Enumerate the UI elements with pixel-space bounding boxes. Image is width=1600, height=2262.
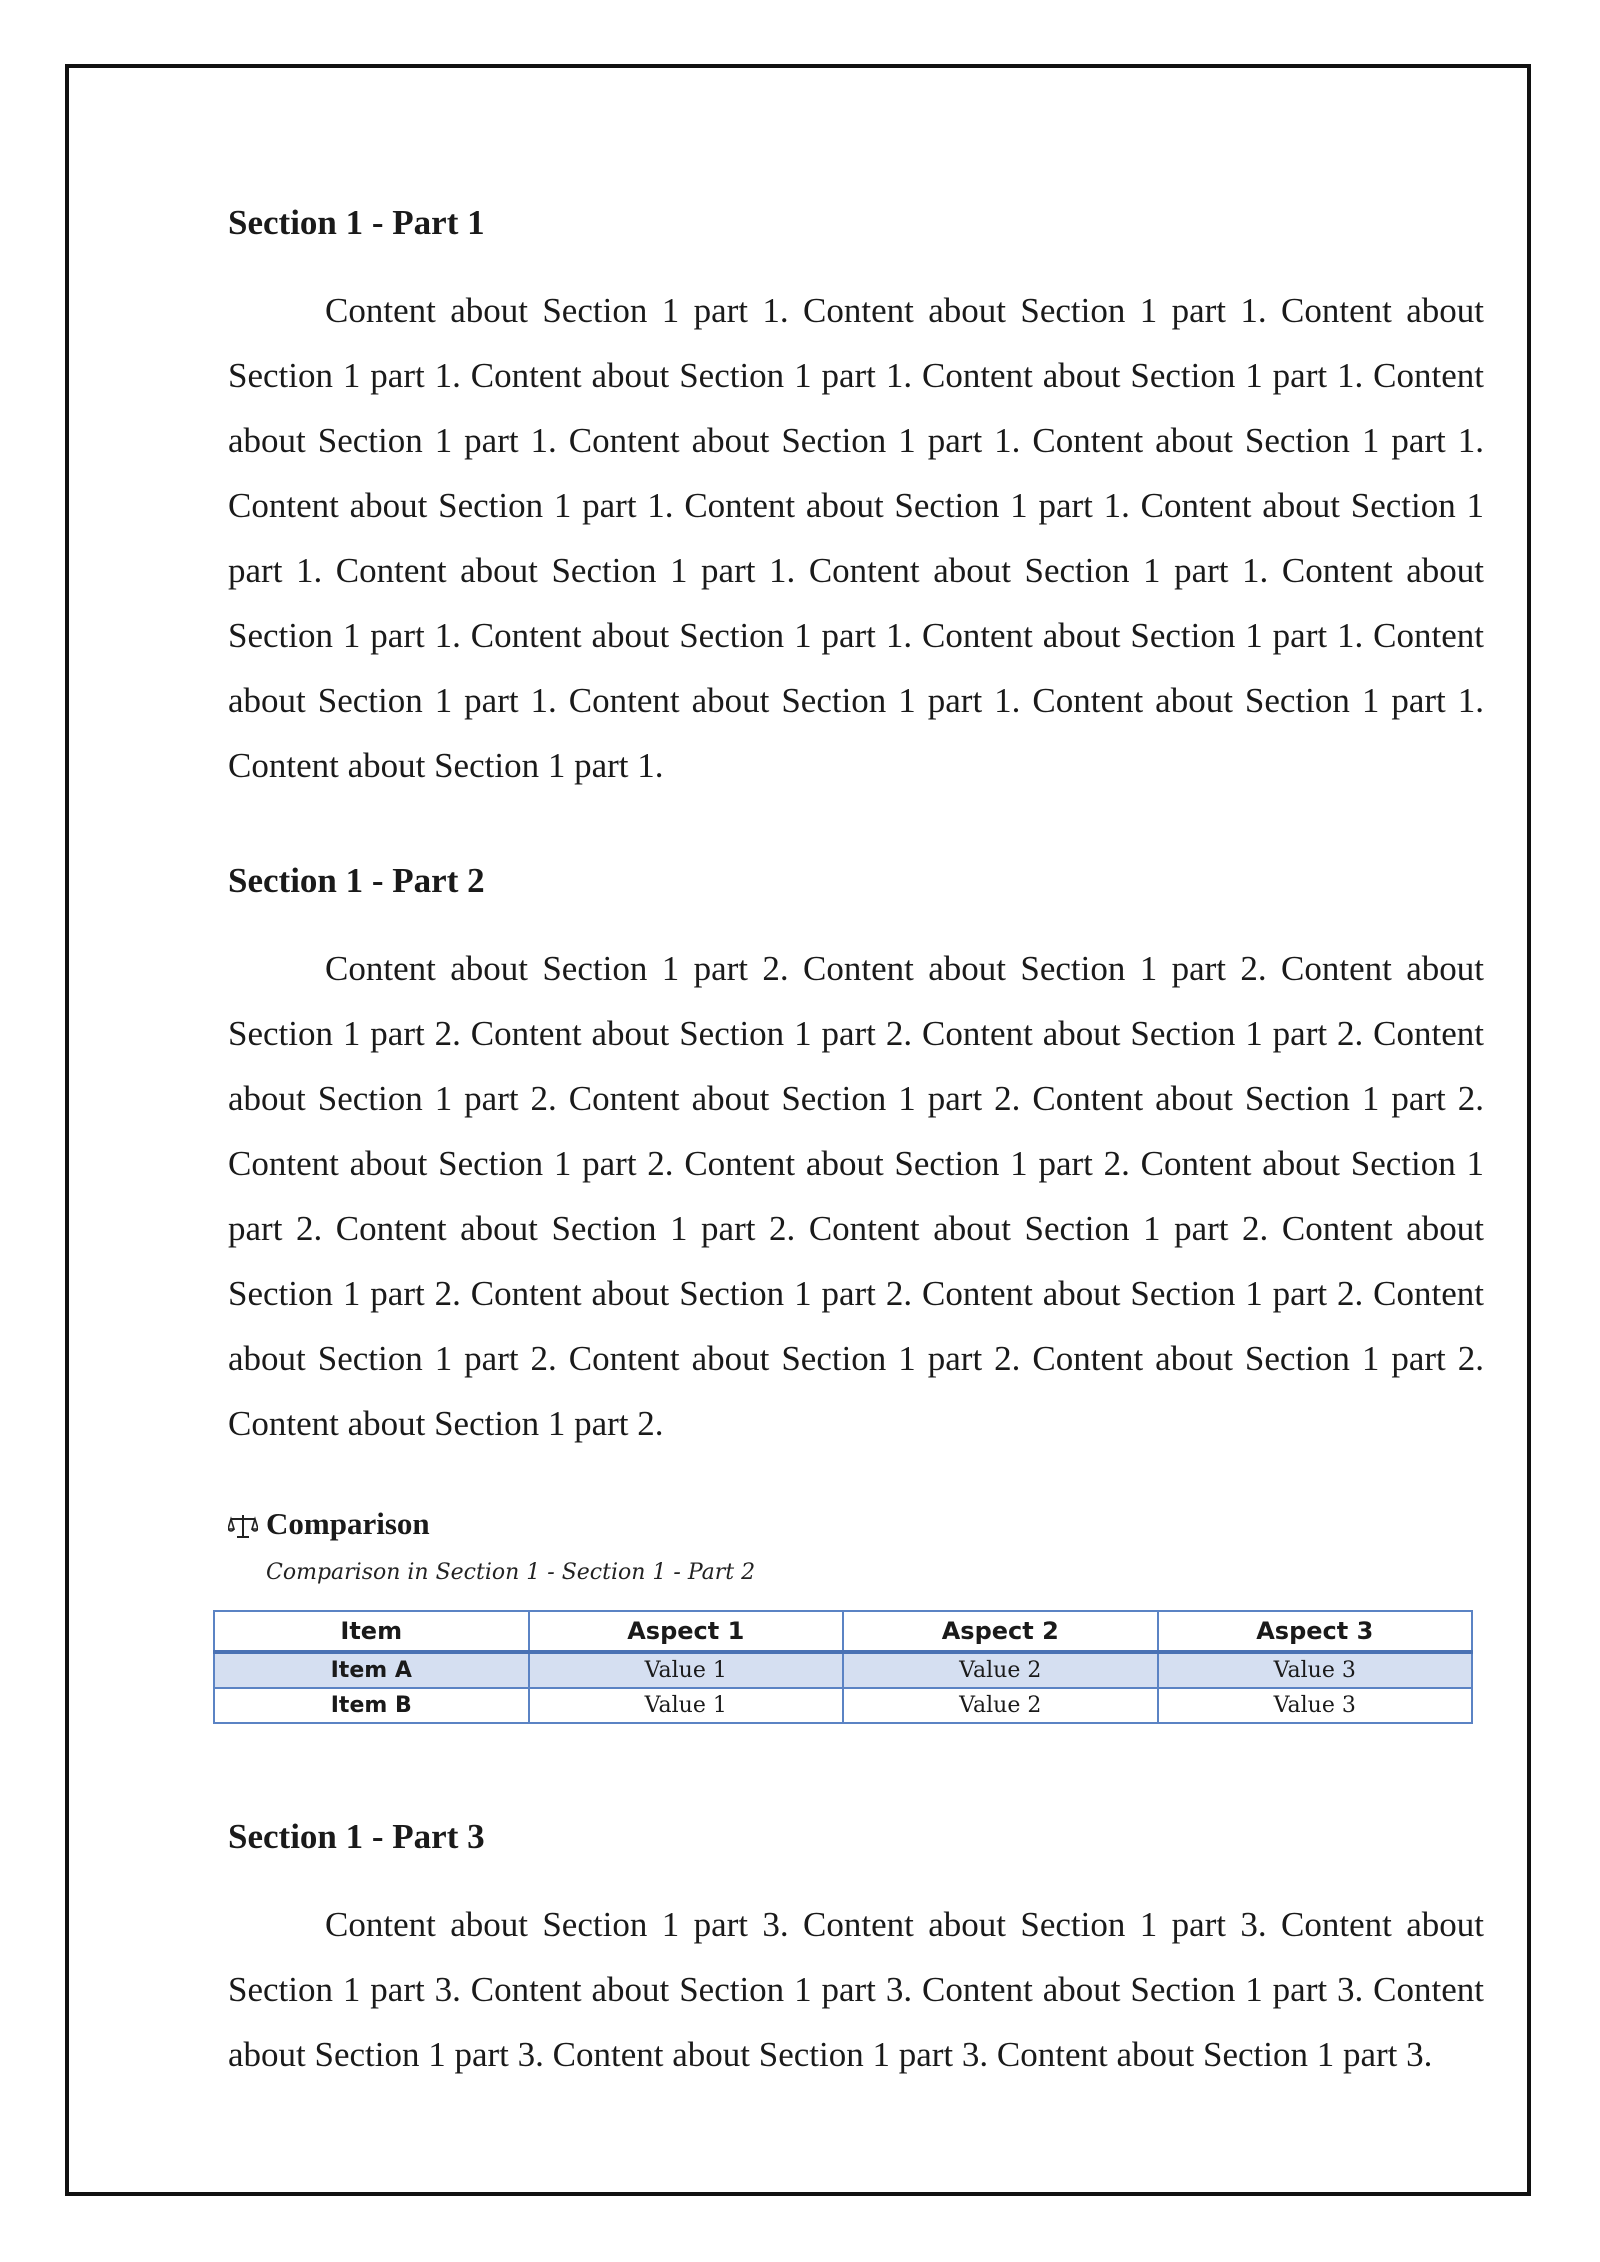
comparison-block (228, 1504, 1484, 1724)
table-header-cell: Item (214, 1611, 529, 1652)
table-cell: Item A (214, 1652, 529, 1688)
comparison-table (213, 1610, 1473, 1724)
comparison-caption: Comparison in Section 1 - Section 1 - Part 2 (266, 1560, 756, 1585)
section-body: Content about Section 1 part 2. Content about Section 1 part 2. Content about Section 1 part 2. Content about Section 1 part 2. Content about Section 1 part 2. Content about Section 1 part 2. Content about Section 1 part 2. Content about Section 1 part 2. Content about Section 1 part 2. Content about Section 1 part 2. Content about Section 1 part 2. Content about Section 1 part 2. Content about Section 1 part 2. Content about Section 1 part 2. Content about Section 1 part 2. Content about Section 1 part 2. Content about Section 1 part 2. Content about Section 1 part 2. Content about Section 1 part 2. Content about Section 1 part 2. (228, 949, 1484, 1443)
document-content (228, 198, 1484, 2087)
table-header-cell: Aspect 3 (1158, 1611, 1473, 1652)
section-heading: Section 1 - Part 3 (228, 1817, 485, 1856)
scale-icon (228, 1510, 258, 1538)
table-header-cell: Aspect 1 (529, 1611, 844, 1652)
section-heading: Section 1 - Part 1 (228, 203, 485, 242)
comparison-title-row (228, 1504, 1484, 1544)
table-header-cell: Aspect 2 (843, 1611, 1158, 1652)
table-cell: Value 2 (843, 1652, 1158, 1688)
table-row (214, 1688, 1472, 1723)
section-heading: Section 1 - Part 2 (228, 861, 485, 900)
table-row (214, 1652, 1472, 1688)
table-cell: Item B (214, 1688, 529, 1723)
table-cell: Value 3 (1158, 1652, 1473, 1688)
section-body: Content about Section 1 part 3. Content about Section 1 part 3. Content about Section 1 part 3. Content about Section 1 part 3. Content about Section 1 part 3. Content about Section 1 part 3. Content about Section 1 part 3. Content about Section 1 part 3. (228, 1905, 1484, 2074)
section-body: Content about Section 1 part 1. Content about Section 1 part 1. Content about Section 1 part 1. Content about Section 1 part 1. Content about Section 1 part 1. Content about Section 1 part 1. Content about Section 1 part 1. Content about Section 1 part 1. Content about Section 1 part 1. Content about Section 1 part 1. Content about Section 1 part 1. Content about Section 1 part 1. Content about Section 1 part 1. Content about Section 1 part 1. Content about Section 1 part 1. Content about Section 1 part 1. Content about Section 1 part 1. Content about Section 1 part 1. Content about Section 1 part 1. Content about Section 1 part 1. (228, 291, 1484, 785)
comparison-title: Comparison (266, 1506, 430, 1541)
table-header-row (214, 1611, 1472, 1652)
table-cell: Value 3 (1158, 1688, 1473, 1723)
table-cell: Value 1 (529, 1652, 844, 1688)
table-cell: Value 2 (843, 1688, 1158, 1723)
table-cell: Value 1 (529, 1688, 844, 1723)
